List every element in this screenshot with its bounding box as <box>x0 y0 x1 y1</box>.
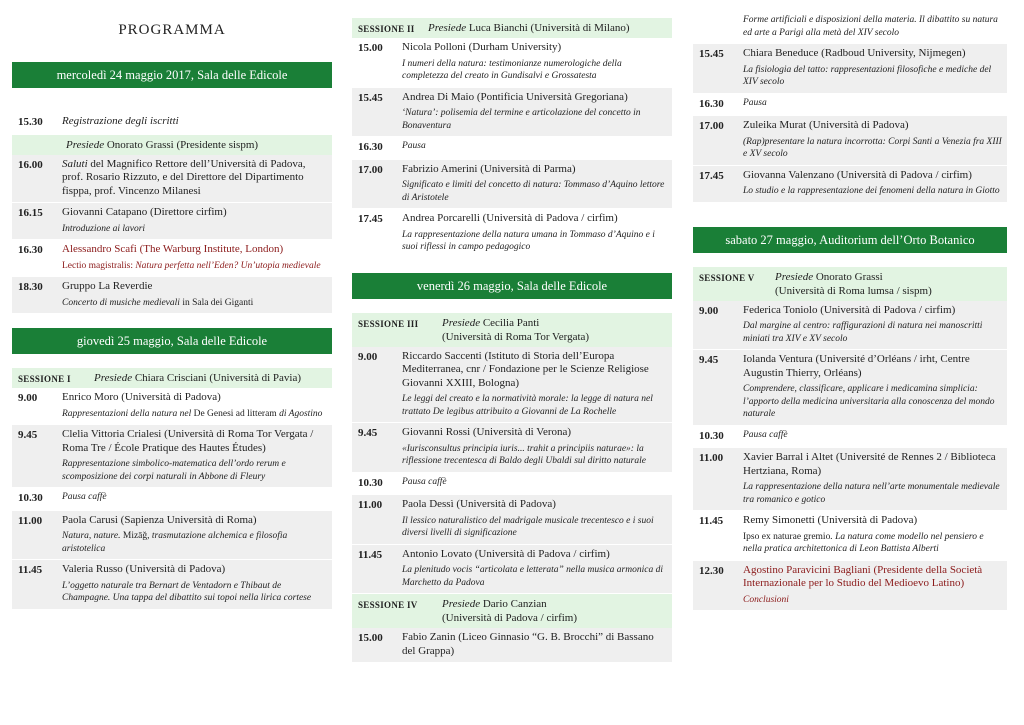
item-title: . La natura come modello nel pensiero e nella pratica architettonica di Leon Battista Alberti <box>743 531 984 554</box>
schedule-item <box>352 209 672 259</box>
session-header <box>352 18 672 38</box>
schedule-item <box>693 561 1007 612</box>
column-3 <box>693 0 1007 611</box>
item-time: 15.00 <box>358 42 383 54</box>
item-title: La fisiologia del tatto: rappresentazioni filosofiche e mediche del XIV secolo <box>743 64 992 87</box>
item-title: Natura, nature. <box>62 531 123 541</box>
schedule-item <box>352 137 672 160</box>
session-header <box>693 267 1007 301</box>
item-time: 11.00 <box>358 499 383 511</box>
session-number: SESSIONE III <box>358 318 419 329</box>
item-title: «Iurisconsultus principia iuris... trahit a principiis naturae»: la riflessione trecentesca di Baldo degli Ubaldi sul diritto naturale <box>402 443 646 466</box>
day-header-saturday: sabato 27 maggio, Auditorium dell’Orto Botanico <box>693 227 1007 253</box>
item-speaker: Valeria Russo (Università di Padova) <box>62 563 226 575</box>
item-title: La rappresentazione della natura umana in Tommaso d’Aquino e i suoi riflessi in campo pedagogico <box>402 229 655 252</box>
chair-label: Presiede <box>66 138 105 151</box>
item-title: Pausa <box>743 97 767 108</box>
item-title: Rappresentazioni della natura nel <box>62 408 194 419</box>
item-speaker: Andrea Porcarelli (Università di Padova / cirfim) <box>402 212 618 224</box>
column-1 <box>12 0 332 610</box>
item-title-prefix: Lectio magistralis: <box>62 260 136 271</box>
item-speaker: Paola Dessì (Università di Padova) <box>402 498 556 510</box>
schedule-item <box>352 160 672 210</box>
item-speaker: Iolanda Ventura (Université d’Orléans / irht, Centre Augustin Thierry, Orléans) <box>743 353 970 379</box>
chair-affiliation: (Università di Roma lumsa / sispm) <box>775 284 932 297</box>
chair-label: Presiede <box>442 316 481 329</box>
schedule-item <box>12 488 332 511</box>
item-time: 11.45 <box>18 564 43 576</box>
item-speaker: Agostino Paravicini Bagliani (Presidente della Società Internazionale per lo Studio del Medioevo Latino) <box>743 563 983 589</box>
session-header <box>352 594 672 628</box>
item-title: Dal margine al centro: raffigurazioni di natura nei manoscritti miniati tra XIV e XV secolo <box>743 321 983 344</box>
item-speaker: Chiara Beneduce (Radboud University, Nijmegen) <box>743 47 966 59</box>
item-text: del Magnifico Rettore dell’Università di Padova, prof. Rosario Rizzuto, e del Direttore del Dipartimento fisppa, prof. Vincenzo Milanesi <box>62 157 306 197</box>
schedule-item <box>693 511 1007 561</box>
item-title: La rappresentazione della natura nell’arte monumentale medievale tra romanico e gotico <box>743 482 1000 505</box>
item-title-term: Mizāğ <box>122 531 148 541</box>
day-header-friday: venerdì 26 maggio, Sala delle Edicole <box>352 273 672 299</box>
schedule-item-continued <box>693 0 1007 44</box>
chair-label: Presiede <box>94 372 133 384</box>
column-2 <box>352 0 672 663</box>
item-title: Comprendere, classificare, applicare i medicamina simplicia: l’apporto della medicina universitaria alla conoscenza del mondo naturale <box>743 384 995 419</box>
chair-name: Luca Bianchi (Università di Milano) <box>468 22 630 34</box>
item-time: 15.45 <box>358 91 383 104</box>
schedule-item <box>693 44 1007 94</box>
item-title: Le leggi del creato e la normatività morale: la legge di natura nel trattato De legibus attribuito a Giovanni de La Rochelle <box>402 394 653 417</box>
item-title: Registrazione degli iscritti <box>62 115 179 127</box>
item-speaker: Antonio Lovato (Università di Padova / cirfim) <box>402 547 610 560</box>
item-time: 9.00 <box>358 350 378 363</box>
item-title-end: , trasmutazione alchemica e filosofia aristotelica <box>62 531 288 554</box>
item-speaker: Gruppo La Reverdie <box>62 280 153 292</box>
item-speaker: Andrea Di Maio (Pontificia Università Gregoriana) <box>402 90 628 103</box>
item-title: Introduzione ai lavori <box>62 223 146 234</box>
chair-label: Presiede <box>775 270 814 283</box>
item-speaker: Xavier Barral i Altet (Université de Rennes 2 / Biblioteca Hertziana, Roma) <box>743 451 996 477</box>
item-title: Conclusioni <box>743 594 789 605</box>
item-title: (Rap)presentare la natura incorrotta: Corpi Santi a Venezia fra XIII e XV secolo <box>743 136 1002 159</box>
schedule-item <box>12 560 332 610</box>
item-title: Pausa caffè <box>402 476 447 487</box>
item-title: Il lessico naturalistico del madrigale musicale trecentesco e i suoi diversi livelli di significazione <box>402 515 654 538</box>
item-time: 11.00 <box>699 452 724 464</box>
chair-name: Onorato Grassi (Presidente sispm) <box>106 138 259 151</box>
schedule-item <box>693 116 1007 166</box>
item-time: 9.45 <box>358 427 378 439</box>
page-title: PROGRAMMA <box>118 22 226 38</box>
schedule-item <box>352 347 672 424</box>
schedule-item <box>12 277 332 314</box>
item-time: 15.45 <box>699 48 724 60</box>
item-time: 11.45 <box>358 548 383 561</box>
session-number: SESSIONE IV <box>358 600 418 610</box>
schedule-item <box>12 203 332 240</box>
day-header-wednesday: mercoledì 24 maggio 2017, Sala delle Edicole <box>12 62 332 88</box>
session-chair <box>12 135 332 155</box>
schedule-item <box>693 350 1007 426</box>
item-time: 12.30 <box>699 564 724 577</box>
session-header <box>352 313 672 347</box>
item-time: 11.00 <box>18 514 43 527</box>
item-title: Lo studio e la rappresentazione dei fenomeni della natura in Giotto <box>743 186 1000 196</box>
session-header <box>12 368 332 388</box>
session-number: SESSIONE I <box>18 374 71 384</box>
chair-affiliation: (Università di Padova / cirfim) <box>442 612 578 624</box>
item-time: 17.00 <box>699 120 724 132</box>
item-speaker: Alessandro Scafi (The Warburg Institute, London) <box>62 243 284 255</box>
schedule-item <box>12 112 332 135</box>
item-title: I numeri della natura: testimonianze numerologiche della completezza del creato in Gundisalvi e Grossatesta <box>402 58 622 81</box>
item-time: 17.00 <box>358 163 383 176</box>
item-speaker: Fabrizio Amerini (Università di Parma) <box>402 162 576 175</box>
chair-label: Presiede <box>442 598 481 610</box>
item-title-work: Ipso ex naturae gremio <box>743 531 831 542</box>
chair-label: Presiede <box>428 22 467 34</box>
item-title-suffix: in Sala dei Giganti <box>179 297 254 308</box>
item-speaker: Riccardo Saccenti (Istituto di Storia dell’Europa Mediterranea, cnr / Fondazione per le Scienze Religiose Giovanni XXIII, Bologna) <box>402 349 649 389</box>
item-time: 17.45 <box>699 169 724 182</box>
item-title: La plenitudo vocis “articolata e letterata” nella musica armonica di Marchetto da Padova <box>402 565 663 588</box>
item-time: 15.00 <box>358 632 383 644</box>
item-speaker: Zuleika Murat (Università di Padova) <box>743 119 909 131</box>
item-time: 9.45 <box>699 354 719 366</box>
schedule-item <box>12 511 332 561</box>
item-time: 17.45 <box>358 213 383 225</box>
schedule-item <box>352 38 672 88</box>
item-time: 11.45 <box>699 515 724 527</box>
schedule-item <box>352 545 672 595</box>
item-title: Concerto di musiche medievali <box>62 297 180 308</box>
item-time: 18.30 <box>18 281 43 293</box>
schedule-item <box>12 155 332 204</box>
chair-name: Cecilia Panti <box>482 316 540 329</box>
session-number: SESSIONE II <box>358 24 415 34</box>
item-time: 16.15 <box>18 207 43 219</box>
session-number: SESSIONE V <box>699 272 755 283</box>
item-time: 10.30 <box>699 429 724 442</box>
schedule-item <box>12 388 332 425</box>
schedule-item <box>352 628 672 663</box>
item-title: Natura perfetta nell’Eden? Un’utopia medievale <box>135 260 321 271</box>
schedule-item <box>352 473 672 496</box>
item-speaker: Federica Toniolo (Università di Padova / cirfim) <box>743 303 956 316</box>
chair-name: Onorato Grassi <box>815 270 883 283</box>
item-speaker: Giovanni Rossi (Università di Verona) <box>402 426 572 438</box>
schedule-item <box>693 426 1007 449</box>
chair-name: Dario Canzian <box>482 598 547 610</box>
item-title: Significato e limiti del concetto di natura: Tommaso d’Aquino lettore di Aristotele <box>402 180 665 203</box>
item-time: 16.30 <box>699 97 724 110</box>
item-speaker: Giovanna Valenzano (Università di Padova / cirfim) <box>743 168 972 181</box>
item-speaker: Nicola Polloni (Durham University) <box>402 41 562 53</box>
schedule-item <box>352 423 672 473</box>
item-title: Pausa <box>402 141 426 151</box>
chair-affiliation: (Università di Roma Tor Vergata) <box>442 330 590 343</box>
schedule-item <box>12 425 332 488</box>
schedule-item <box>693 94 1007 117</box>
schedule-item <box>352 88 672 138</box>
item-speaker: Remy Simonetti (Università di Padova) <box>743 514 918 526</box>
item-time: 9.00 <box>18 392 38 404</box>
item-title: Pausa caffè <box>62 492 107 502</box>
item-title: ‘Natura’: polisemia del termine e articolazione del concetto in Bonaventura <box>402 108 641 131</box>
item-title-work: De Genesi ad litteram <box>193 408 277 419</box>
chair-name: Chiara Crisciani (Università di Pavia) <box>134 372 302 384</box>
item-time: 9.00 <box>699 304 719 317</box>
item-time: 16.00 <box>18 158 43 171</box>
item-title: Forme artificiali e disposizioni della materia. Il dibattito su natura ed arte a Parigi alla metà del XIV secolo <box>743 15 998 38</box>
schedule-item <box>693 301 1007 351</box>
schedule-item <box>693 448 1007 511</box>
item-time: 10.30 <box>18 492 43 504</box>
schedule-item <box>693 166 1007 203</box>
item-title: Rappresentazione simbolico-matematica dell’ordo rerum e scomposizione dei corpi naturali in Abbone di Fleury <box>62 459 286 482</box>
item-speaker: Paola Carusi (Sapienza Università di Roma) <box>62 513 257 526</box>
item-title-end: di Agostino <box>276 408 323 419</box>
item-time: 16.30 <box>18 244 43 256</box>
day-header-thursday: giovedì 25 maggio, Sala delle Edicole <box>12 328 332 354</box>
schedule-item <box>352 495 672 545</box>
item-speaker: Giovanni Catapano (Direttore cirfim) <box>62 206 227 218</box>
item-time: 10.30 <box>358 476 383 489</box>
item-time: 15.30 <box>18 116 43 128</box>
item-title: Pausa caffè <box>743 429 788 440</box>
item-time: 9.45 <box>18 429 38 441</box>
item-speaker: Clelia Vittoria Crialesi (Università di Roma Tor Vergata / Roma Tre / École Pratique des Hautes Études) <box>62 428 314 454</box>
item-title: Saluti <box>62 157 88 170</box>
item-time: 16.30 <box>358 141 383 153</box>
schedule-item <box>12 240 332 277</box>
item-title: L’oggetto naturale tra Bernart de Ventadorn e Thibaut de Champagne. Una tappa del dibattito sui topoi nella lirica cortese <box>62 580 312 603</box>
item-speaker: Enrico Moro (Università di Padova) <box>62 391 221 403</box>
item-speaker: Fabio Zanin (Liceo Ginnasio “G. B. Brocchi” di Bassano del Grappa) <box>402 631 654 657</box>
